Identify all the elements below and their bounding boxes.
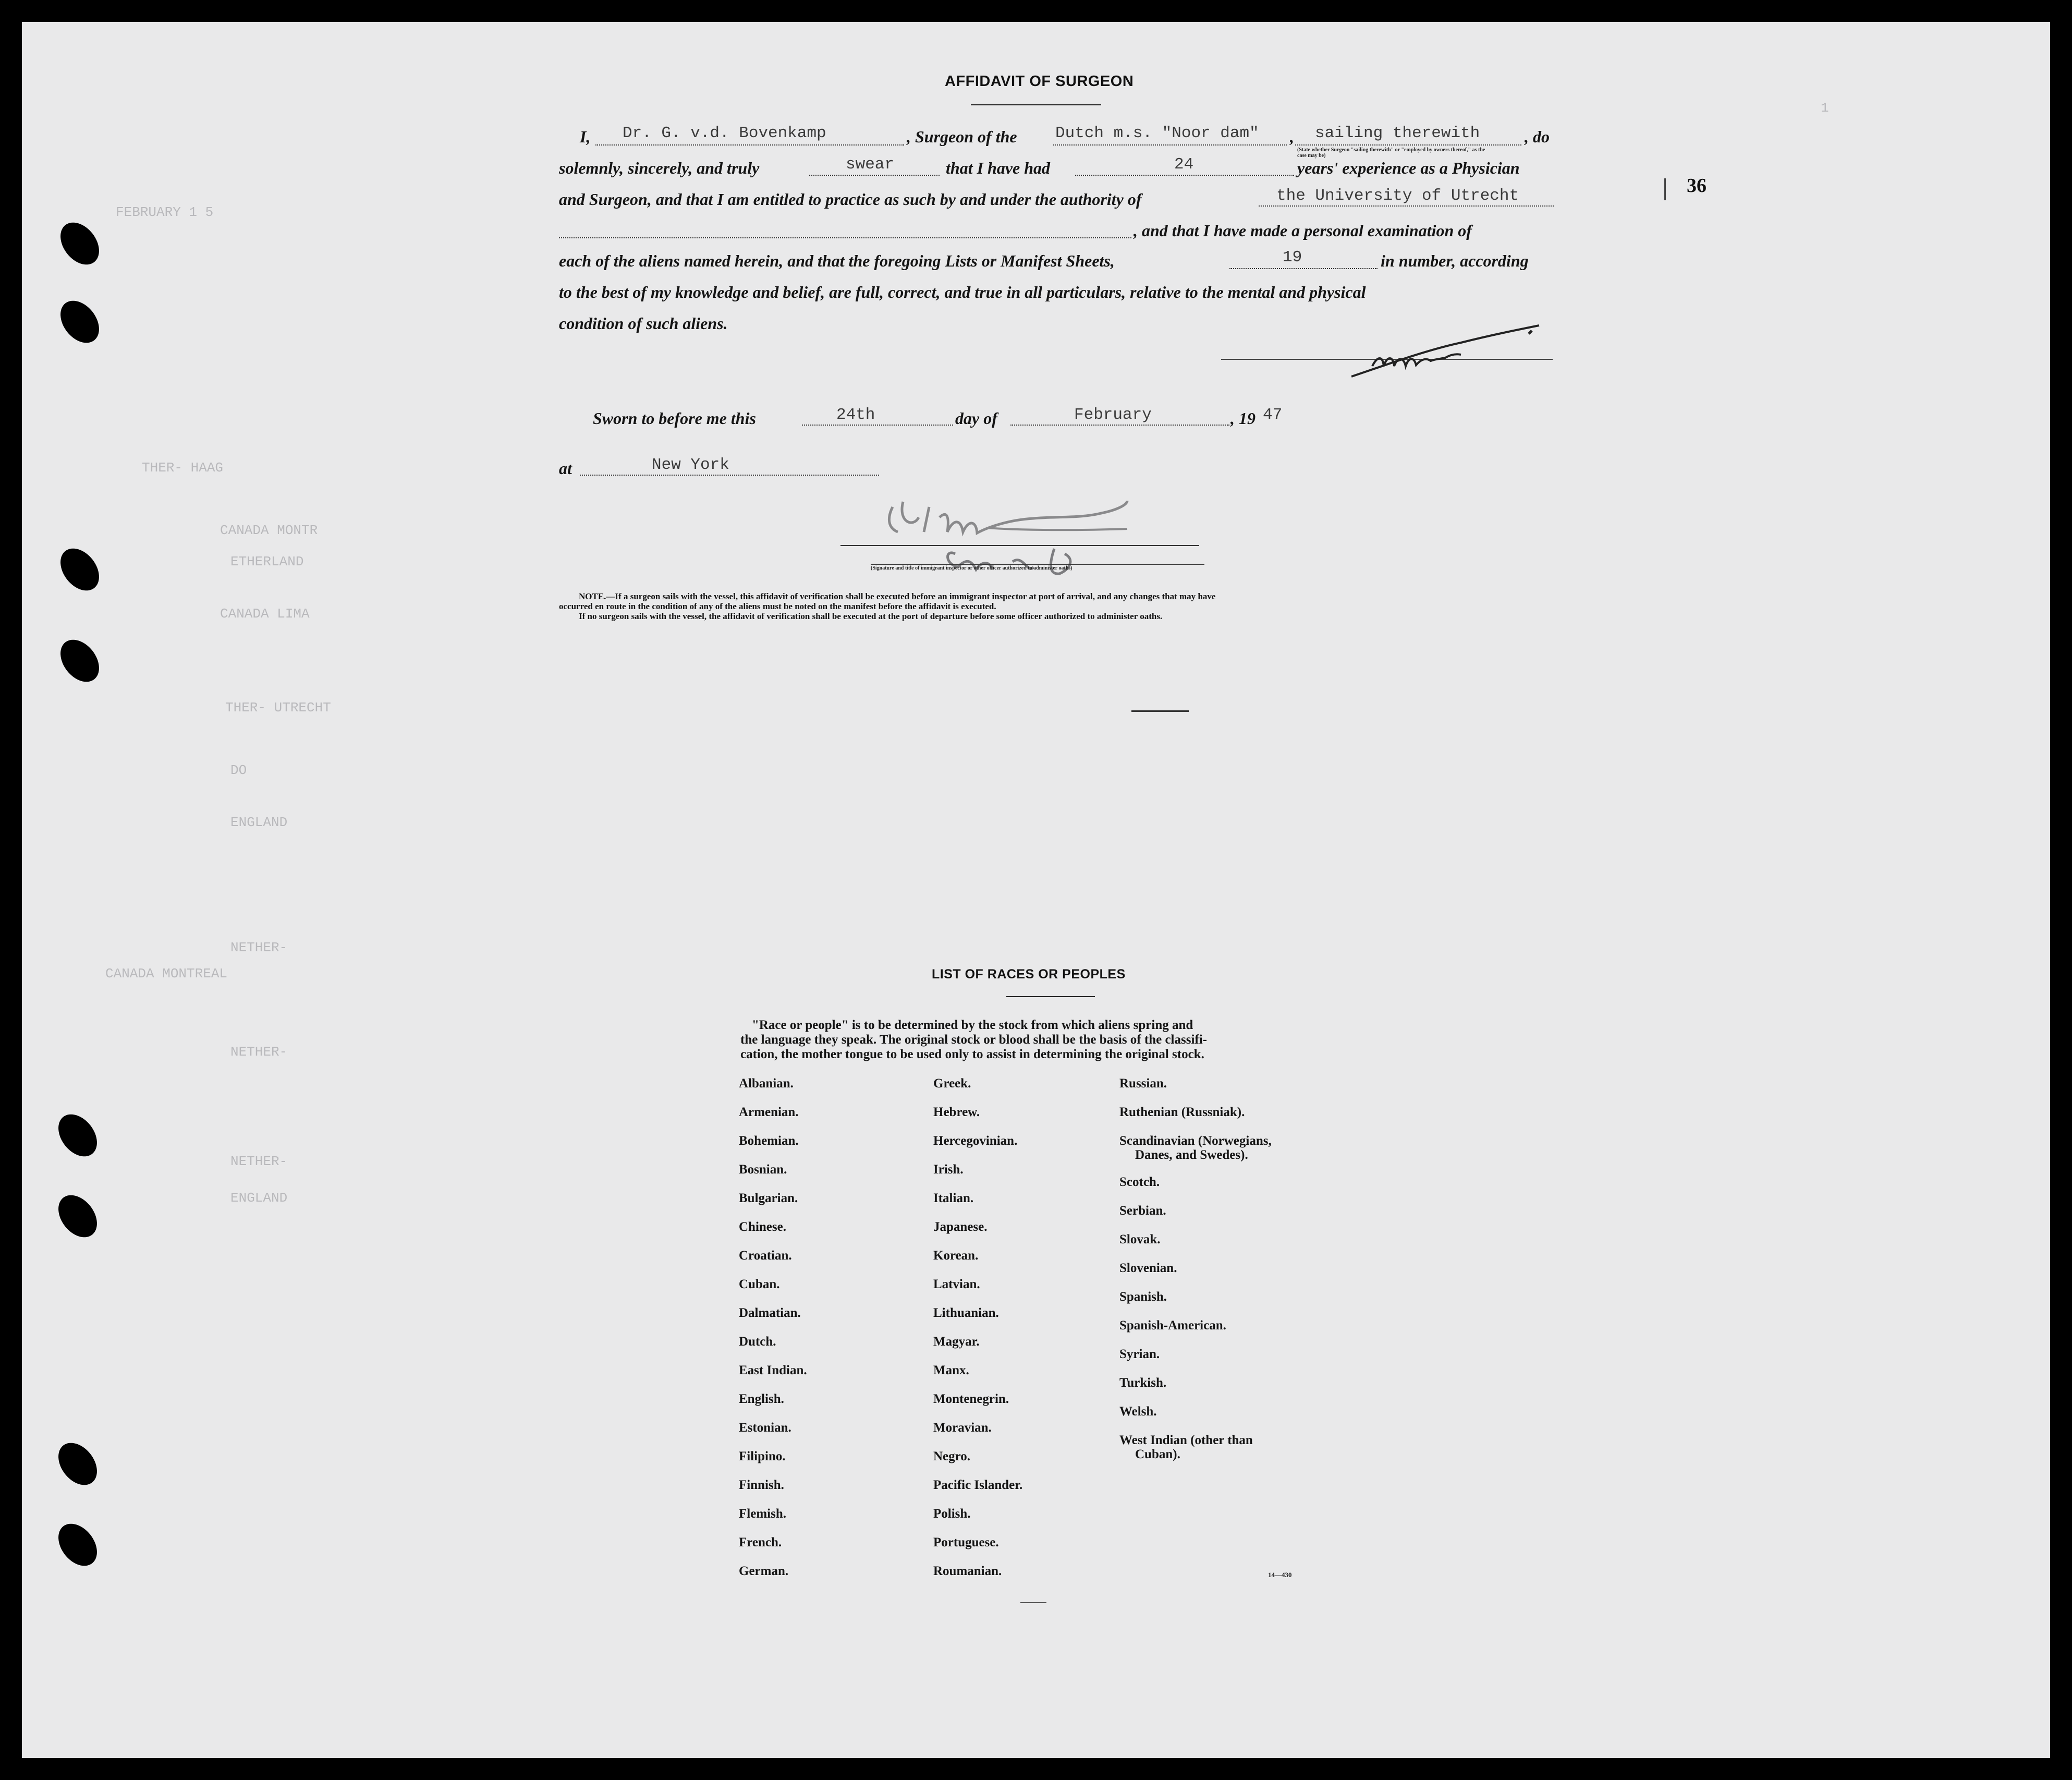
race-item: Syrian. xyxy=(1119,1347,1160,1361)
race-item: Latvian. xyxy=(933,1277,980,1291)
manifest-sheets: 19 xyxy=(1283,248,1302,267)
day-of-label: day of xyxy=(955,409,997,428)
race-item: Spanish-American. xyxy=(1119,1318,1226,1333)
sworn-month-line xyxy=(1010,425,1229,426)
race-item: Montenegrin. xyxy=(933,1392,1009,1406)
race-item-continued: Cuban). xyxy=(1135,1447,1180,1461)
note-line-1: NOTE.—If a surgeon sails with the vessel, this affidavit of verification shall be executed before an immigrant inspector at port of arrival, and any changes that may have xyxy=(579,591,1216,601)
race-item: Italian. xyxy=(933,1191,974,1205)
oath-line xyxy=(809,175,940,176)
binder-hole xyxy=(53,293,107,350)
stray-mark xyxy=(1131,710,1189,712)
race-item: Japanese. xyxy=(933,1220,988,1234)
vessel-line xyxy=(1053,144,1287,146)
surgeon-name: Dr. G. v.d. Bovenkamp xyxy=(623,124,826,142)
binder-hole xyxy=(51,1107,105,1164)
sailing-note: (State whether Surgeon "sailing therewith" or "employed by owners thereof," as the case may be) xyxy=(1297,147,1485,159)
sworn-month: February xyxy=(1074,406,1152,424)
sworn-day: 24th xyxy=(836,406,875,424)
race-item: Korean. xyxy=(933,1249,979,1263)
at-label: at xyxy=(559,459,572,478)
race-item: Scandinavian (Norwegians, xyxy=(1119,1134,1272,1148)
binder-hole xyxy=(51,1516,105,1573)
bottom-rule xyxy=(1020,1602,1046,1603)
race-item: Manx. xyxy=(933,1363,969,1377)
binder-hole xyxy=(51,1435,105,1492)
affidavit-line3: and Surgeon, and that I am entitled to practice as such by and under the authority of xyxy=(559,190,1142,209)
race-item: West Indian (other than xyxy=(1119,1433,1253,1447)
do-label: , do xyxy=(1525,127,1550,146)
race-item: Pacific Islander. xyxy=(933,1478,1023,1492)
sworn-label: Sworn to before me this xyxy=(593,409,756,428)
race-item: Russian. xyxy=(1119,1076,1167,1091)
race-item: Scotch. xyxy=(1119,1175,1160,1189)
race-item: Irish. xyxy=(933,1163,964,1177)
race-item-continued: Danes, and Swedes). xyxy=(1135,1148,1248,1162)
binder-hole xyxy=(51,1188,105,1244)
races-column-3 xyxy=(1119,1076,1272,1461)
document-page: FEBRUARY 1 5 THER- HAAG CANADA MONTR ETHERLAND CANADA LIMA THER- UTRECHT DO ENGLAND NETHER- CANADA MONTREAL NETHER- NETHER- ENGLAND 1 36 AFFIDAVIT OF SURGEON I, Dr. G. v.d. Bovenkamp , Surgeon of the Dutch m.s. "Noor dam" , sailing therewith , do (State whether Surgeon "sailing therewith" or "employed by owners thereof," as the case may be) solemnly, sincerely, and truly swear that I have had 24 years' experience as a Physician and Surgeon, and that I am entitled to practice as such by and under the authority of the University of Utrecht , and that I have made a personal examination of each of the aliens named herein, and that the foregoing Lists or Manifest Sheets, 19 in number, according to the best of my knowledge and belief, are full, correct, and true in all particulars, relative to the mental and physical condition of such aliens. Sworn to before me this 24th day of February , 19 47 at New York (Signature and title of immigrant inspector or other officer authorized to administer oaths) NOTE.—If a surgeon sails with the vessel, this affidavit of verification shall be executed before an immigrant inspector at port of arrival, and any changes that may have occurred en route in the condition of any of the aliens must be noted on the manifest before the affidavit is executed. If no surgeon sails with the vessel, the affidavit of verification shall be executed at the port of departure before some officer authorized to administer oaths. LIST OF RACES OR PEOPLES "Race or people" is to be determined by the stock from which aliens spring and the language they speak. The original stock or blood shall be the basis of the classifi- cation, the mother tongue to be used only to assist in determining the original stock. Albanian. Armenian. Bohemian. Bosnian. Bulgarian. Chinese. Croatian. Cuban. Dalmatian. Dutch. East Indian. English. Estonian. Filipino. Finnish. Flemish. French. German. Greek. Hebrew. Hercegovinian. Irish. Italian. Japanese. Korean. Latvian. Lithuanian. Magyar. Manx. Montenegrin. Moravian. Negro. Pacific Islander. Polish. Portuguese. Roumanian. Russian. Ruthenian (Russniak). Scandinavian (Norwegians, Danes, and Swedes). Scotch. Serbian. Slovak. Slovenian. Spanish. Spanish-American. Syrian. Turkish. Welsh. West Indian (other than Cuban). 14—430 xyxy=(22,22,2050,1758)
races-column-1 xyxy=(739,1076,807,1593)
races-title-rule xyxy=(1006,996,1095,997)
race-item: Greek. xyxy=(933,1076,971,1091)
races-title: LIST OF RACES OR PEOPLES xyxy=(932,967,1126,982)
vessel-name: Dutch m.s. "Noor dam" xyxy=(1055,124,1259,142)
races-column-2 xyxy=(933,1076,1022,1593)
affidavit-line2-c: years' experience as a Physician xyxy=(1297,159,1520,177)
race-item: Cuban. xyxy=(739,1277,780,1291)
inspector-signature-line xyxy=(840,545,1199,546)
affidavit-line7: condition of such aliens. xyxy=(559,314,728,333)
race-item: Serbian. xyxy=(1119,1204,1166,1218)
race-item: English. xyxy=(739,1392,784,1406)
race-item: Negro. xyxy=(933,1449,971,1463)
race-item: French. xyxy=(739,1535,782,1549)
race-item: Slovenian. xyxy=(1119,1261,1177,1275)
race-item: Chinese. xyxy=(739,1220,786,1234)
binder-hole xyxy=(53,541,107,598)
affidavit-title: AFFIDAVIT OF SURGEON xyxy=(945,73,1134,90)
sworn-place: New York xyxy=(652,456,729,474)
race-item: Estonian. xyxy=(739,1421,791,1435)
race-item: Flemish. xyxy=(739,1507,786,1521)
race-item: Polish. xyxy=(933,1507,971,1521)
comma: , xyxy=(1290,127,1294,146)
race-item: Finnish. xyxy=(739,1478,784,1492)
affidavit-line5-b: in number, according xyxy=(1381,251,1529,270)
oath: swear xyxy=(846,155,895,174)
race-item: German. xyxy=(739,1564,789,1578)
sailing-status: sailing therewith xyxy=(1315,124,1480,142)
race-item: Bohemian. xyxy=(739,1134,799,1148)
race-item: Welsh. xyxy=(1119,1404,1157,1419)
affidavit-i-label: I, xyxy=(580,127,591,146)
sheets-line xyxy=(1229,268,1378,269)
inspector-signature-caption: (Signature and title of immigrant inspector or other officer authorized to administer oaths) xyxy=(871,565,1072,571)
races-intro-1: "Race or people" is to be determined by the stock from which aliens spring and xyxy=(752,1018,1193,1032)
race-item: Filipino. xyxy=(739,1449,786,1463)
race-item: Magyar. xyxy=(933,1335,980,1349)
affidavit-line4: , and that I have made a personal examination of xyxy=(1133,221,1472,240)
race-item: Dalmatian. xyxy=(739,1306,801,1320)
affidavit-line6: to the best of my knowledge and belief, are full, correct, and true in all particulars, relative to the mental and physical xyxy=(559,283,1366,301)
race-item: Spanish. xyxy=(1119,1290,1167,1304)
years: 24 xyxy=(1174,155,1194,174)
authority: the University of Utrecht xyxy=(1276,187,1519,205)
race-item: Armenian. xyxy=(739,1105,799,1119)
race-item: Slovak. xyxy=(1119,1232,1161,1246)
place-line xyxy=(580,475,879,476)
year-prefix: , 19 xyxy=(1230,409,1256,428)
affidavit-line5-a: each of the aliens named herein, and that the foregoing Lists or Manifest Sheets, xyxy=(559,251,1115,270)
race-item: Albanian. xyxy=(739,1076,794,1091)
races-intro-3: cation, the mother tongue to be used only to assist in determining the original stock. xyxy=(740,1047,1204,1061)
races-intro-2: the language they speak. The original stock or blood shall be the basis of the classifi- xyxy=(740,1033,1207,1047)
years-line xyxy=(1075,175,1294,176)
binder-hole xyxy=(53,215,107,272)
race-item: Dutch. xyxy=(739,1335,776,1349)
note-line-2: occurred en route in the condition of any of the aliens must be noted on the manifest before the affidavit is executed. xyxy=(559,601,996,611)
margin-tick xyxy=(1664,178,1666,200)
race-item: Croatian. xyxy=(739,1249,792,1263)
race-item: Turkish. xyxy=(1119,1376,1167,1390)
race-item: Ruthenian (Russniak). xyxy=(1119,1105,1245,1119)
race-item: Portuguese. xyxy=(933,1535,999,1549)
race-item: Roumanian. xyxy=(933,1564,1002,1578)
page-number: 36 xyxy=(1687,175,1707,197)
form-code: 14—430 xyxy=(1268,1571,1292,1579)
title-rule xyxy=(971,104,1101,105)
sworn-year: 47 xyxy=(1263,406,1283,424)
race-item: East Indian. xyxy=(739,1363,807,1377)
race-item: Bosnian. xyxy=(739,1163,787,1177)
race-item: Moravian. xyxy=(933,1421,992,1435)
surgeon-name-line xyxy=(595,144,904,146)
race-item: Hebrew. xyxy=(933,1105,980,1119)
surgeon-signature xyxy=(1341,314,1555,387)
caption-rule xyxy=(871,564,1204,565)
race-item: Hercegovinian. xyxy=(933,1134,1018,1148)
sailing-line xyxy=(1295,144,1521,146)
affidavit-line2-b: that I have had xyxy=(946,159,1051,177)
affidavit-line2-a: solemnly, sincerely, and truly xyxy=(559,159,760,177)
race-item: Lithuanian. xyxy=(933,1306,999,1320)
sworn-day-line xyxy=(802,425,953,426)
note-line-3: If no surgeon sails with the vessel, the affidavit of verification shall be executed at the port of departure before some officer authorized to administer oaths. xyxy=(579,611,1163,621)
binder-hole xyxy=(53,632,107,689)
authority-line-continued xyxy=(559,237,1131,238)
authority-line xyxy=(1259,205,1554,207)
race-item: Bulgarian. xyxy=(739,1191,798,1205)
surgeon-of-label: , Surgeon of the xyxy=(907,127,1017,146)
